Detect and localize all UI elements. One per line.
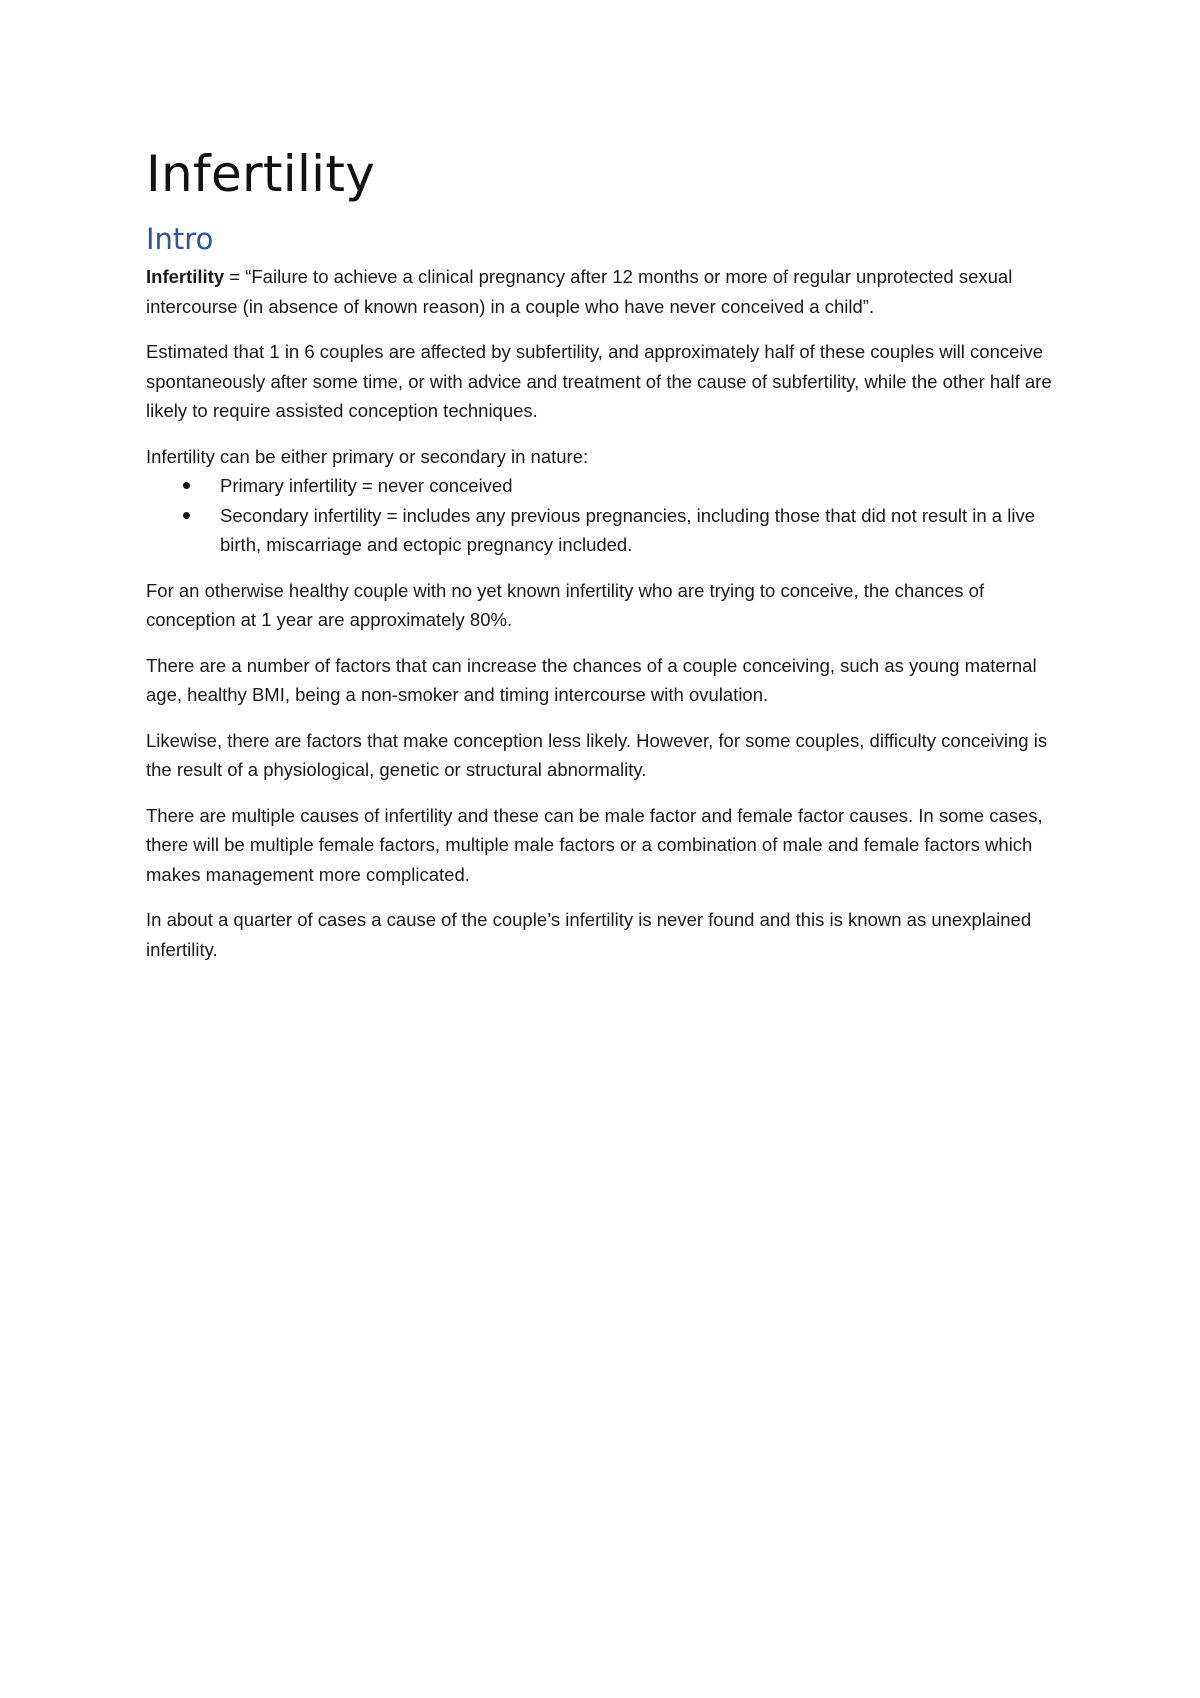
document-title: Infertility <box>146 145 376 203</box>
paragraph-chances: For an otherwise healthy couple with no yet known infertility who are trying to conceive, the chances of conception at 1 year are approximately 80%. <box>146 579 985 630</box>
document-body <box>146 142 1066 980</box>
definition-term: Infertility <box>146 266 225 287</box>
paragraph-factors: There are a number of factors that can increase the chances of a couple conceiving, such as young maternal age, healthy BMI, being a non-smoker and timing intercourse with ovulation. <box>146 654 1037 705</box>
infertility-types-list <box>146 471 1066 560</box>
list-item-text: Secondary infertility = includes any previous pregnancies, including those that did not result in a live birth, miscarriage and ectopic pregnancy included. <box>220 504 1035 555</box>
paragraph-likewise: Likewise, there are factors that make conception less likely. However, for some couples, difficulty conceiving is the result of a physiological, genetic or structural abnormality. <box>146 729 1048 780</box>
bullet-icon <box>183 512 190 519</box>
paragraph-estimate: Estimated that 1 in 6 couples are affected by subfertility, and approximately half of these couples will conceive spontaneously after some time, or with advice and treatment of the cause of subfertility, while the other half are likely to require assisted conception techniques. <box>146 341 1052 421</box>
paragraph-causes: There are multiple causes of infertility and these can be male factor and female factor causes. In some cases, there will be multiple female factors, multiple male factors or a combination of male and female factors which makes management more complicated. <box>146 804 1043 885</box>
list-item-primary <box>146 471 1066 501</box>
definition-text: = “Failure to achieve a clinical pregnancy after 12 months or more of regular unprotected sexual intercourse (in absence of known reason) in a couple who have never conceived a child”. <box>146 266 1013 317</box>
definition-paragraph <box>146 262 1066 321</box>
paragraph-types-intro: Infertility can be either primary or secondary in nature: <box>146 445 589 467</box>
bullet-icon <box>183 482 190 489</box>
list-item-secondary <box>146 501 1066 560</box>
paragraph-unexplained: In about a quarter of cases a cause of the couple’s infertility is never found and this is known as unexplained infertility. <box>146 909 1032 960</box>
list-item-text: Primary infertility = never conceived <box>220 475 513 496</box>
section-heading-intro: Intro <box>146 222 214 256</box>
